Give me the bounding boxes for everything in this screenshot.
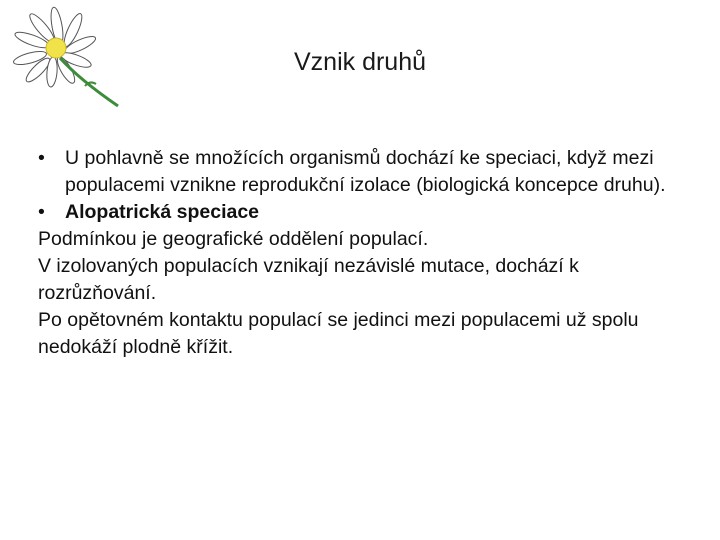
paragraph: V izolovaných populacích vznikají nezávislé mutace, dochází k rozrůzňování.	[38, 255, 579, 304]
slide-title: Vznik druhů	[293, 48, 427, 76]
bullet-text: Alopatrická speciace	[65, 201, 260, 223]
paragraph: Podmínkou je geografické oddělení populací.	[38, 228, 429, 250]
bullet-icon: •	[38, 147, 45, 169]
bullet-text: U pohlavně se množících organismů dochází ke speciaci, když mezi populacemi vznikne reprodukční izolace (biologická koncepce druhu).	[65, 147, 666, 196]
bullet-item	[38, 145, 688, 199]
bullet-item	[38, 199, 688, 226]
bullet-icon: •	[38, 201, 45, 223]
slide-body	[38, 145, 688, 361]
paragraph: Po opětovném kontaktu populací se jedinci mezi populacemi už spolu nedokáží plodně křížit.	[38, 309, 639, 358]
